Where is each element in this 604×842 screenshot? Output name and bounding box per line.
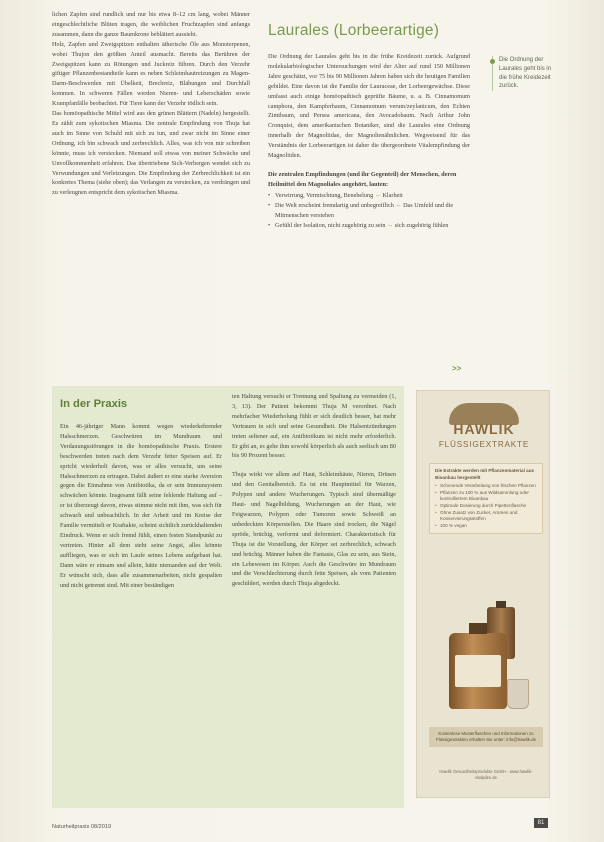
sensation-item: • Gefühl der Isolation, nicht zugehörig zu sein ⇔ sich zugehörig fühlen	[268, 221, 470, 231]
ad-feature-item: • 100 % vegan	[435, 523, 537, 530]
praxis-title: In der Praxis	[60, 398, 128, 410]
bullet-dot-icon	[490, 59, 495, 64]
left-paragraph: Das homöopathische Mittel wird aus den grünen Blättern (Nadeln) hergestellt. Es zählt zum sykotischen Miasma. Die zentrale Empfindung von Thuja hat auch im Sinne von Schuld mit sich zu tun, und zwar nicht im Sinne einer Ordnung, ich bin schwach und zerbrechlich. Alles, was ich von mir schreiben könnte, muss ich verstecken. Niemand soll etwas von meiner Schwäche und Unvollkommenheit erfahren. Das übertriebene Sich-Verbergen wendet sich zu Verwundungen und Verletzungen. Die Empfindung der Zerbrechlichkeit ist ein konkretes Thema (siehe oben); das Verlangen zu verstecken, zu verdrängen und zu verleugnen entspricht dem sykotischen Miasma.	[52, 110, 250, 197]
section-subhead: Die zentralen Empfindungen (und ihr Gegenteil) der Menschen, deren Heilmittel den Magnoliales angehört, lauten:	[268, 170, 457, 188]
right-text-column	[268, 22, 470, 230]
page-number: 81	[534, 818, 548, 828]
praxis-paragraph: Thuja wirkt vor allem auf Haut, Schleimhäute, Nieren, Drüsen und den Genitalbereich. Es ist ein Hauptmittel für Warzen, Polypen und andere Wucherungen. Typisch sind übermäßige Haut- und Nagelbildung, Wucherungen an der Haut, wie Feigwarzen, Polypen oder Tumoren sowie Schweiß an unbedeckten Körperstellen. Die Haare sind trocken, die Nägel spröde, brüchig, verformt und deformiert. Charakteristisch für Thuja ist die Vorstellung, der Körper sei zerbrechlich, schwach und brüchig. Männer haben die Fantasie, Glas zu sein, aus Stein, ein Lebewesen im Körper. Auch die Geschwüre im Mundraum und die Verschlechterung durch fette Speisen, als vom Patienten geschildert, werden durch Thuja abgedeckt.	[232, 471, 396, 588]
ad-feature-item: • Optimale Dosierung durch Pipettenflasche	[435, 503, 537, 510]
ad-feature-list	[435, 483, 537, 529]
ad-feature-item: • Schonende Verarbeitung von frischen Pflanzen	[435, 483, 537, 490]
journal-footer: Naturheilpraxis 08/2019	[52, 824, 112, 830]
praxis-text-col2	[232, 392, 396, 589]
praxis-box	[52, 386, 404, 808]
ad-feature-box	[429, 463, 543, 534]
opposite-arrow-icon: ⇔	[387, 221, 394, 229]
ad-feature-item: • Ohne Zusatz von Zucker, Aromen und Konservierungsstoffen	[435, 510, 537, 523]
ad-feature-item: • Pflanzen zu 100 % aus Wildsammlung oder kontrolliertem Bioanbau	[435, 490, 537, 503]
ad-logo: HAWLIK	[453, 421, 515, 437]
left-text-column	[52, 10, 250, 198]
margin-note-text: Die Ordnung der Laurales geht bis in die frühe Kreidezeit zurück.	[499, 57, 552, 90]
section-body: Die Ordnung der Laurales geht bis in die frühe Kreidezeit zurück. Aufgrund molekularbiologischer Untersuchungen wird der Alter auf rund 150 Millionen Jahre geschätzt, vor 75 bis 90 Millionen Jahren haben sich die heutigen Familien gebildet. Eine davon ist die Familie der Lauraceae, der Lorbeergewächse. Diese umfasst auch einige homöopathisch geprüfte Bäume, u. a. B. Cinnamomum camphora, den Kampferbaum, Cinnamomum verum/zeylanicum, den Echten Zimtbaum, und Persea americana, den Avocadobaum. Nach Arthur John Cronquist, dem amerikanischen Botaniker, sind die Laurales eine Ordnung innerhalb der Magnoliidae, der Magnolienähnlichen. Wegweisend für das Verständnis der Lorbeerartigen ist daher die übergeordnete Vitalempfindung der Magnoliiden.	[268, 53, 470, 160]
opposite-arrow-icon: ⇔	[374, 191, 381, 199]
sensation-item: • Verwirrung, Vermischtung, Benebelung ⇔ Klarheit	[268, 191, 470, 201]
ad-address: Hawlik Gesundheitsprodukte GmbH · www.hawlik-vitalpilze.de	[439, 769, 533, 780]
ad-footer-box: Kostenlose Musterflaschen und Informationen zu Flüssigextrakten erhalten Sie unter: info@hawlik.de	[429, 727, 543, 747]
opposite-arrow-icon: ⇔	[395, 201, 402, 209]
large-bottle-icon	[449, 633, 507, 709]
advertisement	[416, 390, 550, 798]
continue-mark: >>	[452, 364, 462, 373]
product-image	[443, 607, 533, 717]
measuring-cup-icon	[507, 679, 529, 709]
left-paragraph: Holz, Zapfen und Zweigspitzen enthalten ätherische Öle aus Monoterpenen, wobei Thujon den größten Anteil ausmacht. Bereits das Berühren der Zweigspitzen kann zu Rötungen und Juckreiz führen. Durch den Verzehr giftiger Pflanzenbestandteile kann es neben Schleimhautreizungen zu Magen-Darm-Beschwerden mit Übelkeit, Brechreiz, Blähungen und Durchfall kommen. In schweren Fällen werden Nieren- und Leberschäden sowie Krampfanfälle beobachtet. Für Tiere kann der Verzehr tödlich sein.	[52, 40, 250, 108]
section-title: Laurales (Lorbeerartige)	[268, 22, 440, 39]
margin-note	[492, 56, 558, 91]
sensation-list	[268, 191, 470, 231]
ad-feature-head: Die Extrakte werden mit Pflanzenmaterial aus Bioanbau hergestellt	[435, 468, 535, 480]
ad-subtitle: FLÜSSIGEXTRAKTE	[438, 440, 530, 449]
sensation-item: • Die Welt erscheint fremdartig und unbegreiflich ⇔ Das Umfeld und die Mitmenschen verstehen	[268, 201, 470, 221]
ad-logo-block	[417, 403, 551, 449]
left-paragraph: lichen Zapfen sind rundlich und nur bis etwa 8–12 cm lang, wobei Männer eingeschlechtliche Blüten tragen, die weiblichen Fruchtzapfen sind anfangs zusammen, dann die ganze Baumkrone beblättert aussieht.	[52, 11, 250, 38]
praxis-paragraph: ten Haltung versucht er Trennung und Spaltung zu vermeiden (1, 3, 13). Der Patient bekommt Thuja M verordnet. Nach mehrfacher Wiederholung fühlt er sich deutlich besser, hat mehr Vertrauen in sich und seine Gesundheit. Die Halsentzündungen treten seltener auf, ein Antibiotikum ist nicht mehr erforderlich. Er gibt an, es gehe ihm sowohl körperlich als auch seelisch um 80 bis 90 Prozent besser.	[232, 393, 396, 460]
praxis-text-col1: Ein 46-jähriger Mann kommt wegen wiederkehrender Halsschmerzen. Geschwüren im Mundraum und Verdauungsstörungen in die homöopathische Praxis. Erstere beschwerden treten nach dem Verzehr fetter Speisen auf. Er spricht wiederholt davon, was er alles versucht, um seine Halsschmerzen zu ertragen. Dabei äußert er eine starke Aversion gegen die Einnahme von Antibiotika, da er sein Immunsystem schwächen könnte. Insgesamt fällt seine fehlende Haltung auf – er ist überzeugt davon, etwas stimme nicht mit ihm, was sich für schwach und unbeachtlich. In der Arbeit und im Kreise der Familie vermittelt er Kraftakte, scheint sichtlich zurückhaltenden Eindruck. Wenn er sich fremd fühlt, einen festen Standpunkt zu vertreten. Hinter all dem steht seine Angst, alles könnte auffliegen, was er sich im Laufe seines Lebens aufgebaut hat. Dann wäre er einsam und allein, hätte niemanden auf der Welt. Er wünscht sich, dass alle zusammenarbeiten, nicht gespalten und nicht getrennt sind. Mit einer beständigen	[60, 423, 222, 589]
